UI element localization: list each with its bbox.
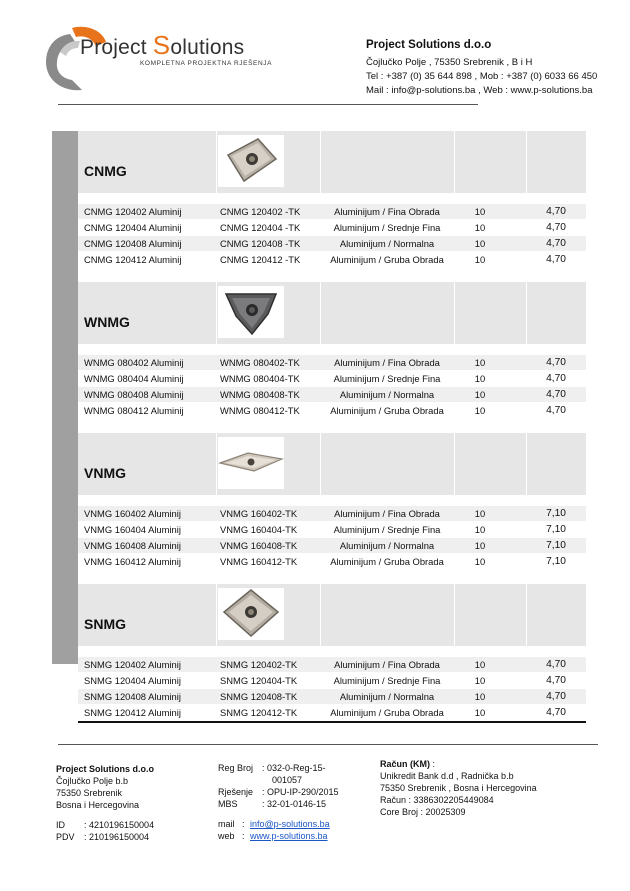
footer-mbs-value: : 32-01-0146-15 (262, 799, 327, 809)
footer-core-broj: Core Broj : 20025309 (380, 807, 466, 817)
footer-city: 75350 Srebrenik (56, 788, 123, 798)
price-table (78, 131, 586, 723)
footer-company-block (56, 763, 154, 843)
header-address: Čojlučko Polje , 75350 Srebrenik , B i H (366, 57, 533, 68)
table-bottom-rule (78, 721, 586, 723)
footer-racun: Račun : 3386302205449084 (380, 795, 494, 805)
section-title-wnmg: WNMG (84, 314, 130, 330)
footer-pdv-value: : 210196150004 (84, 832, 150, 842)
table-row: VNMG 160402 Aluminij VNMG 160402-TK Aluminijum / Fina Obrada 10 7,10 (78, 506, 586, 522)
header-divider (58, 104, 478, 105)
logo-tagline: KOMPLETNA PROJEKTNA RJEŠENJA (140, 60, 273, 67)
section-header-cnmg (78, 131, 586, 194)
cnmg-insert-icon (218, 135, 284, 187)
footer-bank-name: Unikredit Bank d.d , Radnička b.b (380, 771, 514, 781)
footer-rjesenje-value: : OPU-IP-290/2015 (262, 787, 339, 797)
table-row: CNMG 120412 Aluminij CNMG 120412 -TK Aluminijum / Gruba Obrada 10 4,70 (78, 252, 586, 268)
table-row: SNMG 120402 Aluminij SNMG 120402-TK Aluminijum / Fina Obrada 10 4,70 (78, 657, 586, 673)
table-row: WNMG 080404 Aluminij WNMG 080404-TK Aluminijum / Srednje Fina 10 4,70 (78, 371, 586, 387)
footer-bank-title: Račun (KM) (380, 759, 430, 769)
footer-divider (58, 744, 598, 745)
footer-reg-label: Reg Broj (218, 763, 254, 773)
footer-country: Bosna i Hercegovina (56, 800, 140, 810)
wnmg-insert-icon (218, 286, 284, 338)
logo-word2-rest: olutions (170, 36, 245, 59)
table-row: WNMG 080408 Aluminij WNMG 080408-TK Aluminijum / Normalna 10 4,70 (78, 387, 586, 403)
table-row: CNMG 120402 Aluminij CNMG 120402 -TK Aluminijum / Fina Obrada 10 4,70 (78, 204, 586, 220)
footer-id-label: ID (56, 820, 65, 830)
footer-mail-link[interactable]: info@p-solutions.ba (250, 819, 330, 829)
header-phones: Tel : +387 (0) 35 644 898 , Mob : +387 (0) 6033 66 450 (366, 71, 598, 82)
table-row: SNMG 120408 Aluminij SNMG 120408-TK Aluminijum / Normalna 10 4,70 (78, 689, 586, 705)
footer-company-name: Project Solutions d.o.o (56, 764, 155, 774)
table-row: CNMG 120404 Aluminij CNMG 120404 -TK Aluminijum / Srednje Fina 10 4,70 (78, 220, 586, 236)
footer-mail-label: mail (218, 819, 235, 829)
section-title-cnmg: CNMG (84, 163, 127, 179)
footer-id-value: : 4210196150004 (84, 820, 155, 830)
table-row: SNMG 120404 Aluminij SNMG 120404-TK Aluminijum / Srednje Fina 10 4,70 (78, 673, 586, 689)
section-header-wnmg (78, 282, 586, 345)
table-row: CNMG 120408 Aluminij CNMG 120408 -TK Aluminijum / Normalna 10 4,70 (78, 236, 586, 252)
footer-bank-block: Račun (KM) : Unikredit Bank d.d , Radnička b.b 75350 Srebrenik , Bosna i Hercegovina Račun : 3386302205449084 Core Broj : 20025309 (380, 759, 537, 817)
logo-word2-initial: S (152, 30, 171, 60)
footer-mbs-label: MBS (218, 799, 238, 809)
footer-bank-city: 75350 Srebrenik , Bosna i Hercegovina (380, 783, 537, 793)
footer-reg-value2: 001057 (272, 775, 303, 785)
table-row: WNMG 080402 Aluminij WNMG 080402-TK Aluminijum / Fina Obrada 10 4,70 (78, 355, 586, 371)
logo-wordmark (80, 30, 244, 61)
section-title-snmg: SNMG (84, 616, 126, 632)
logo-word1: Project (80, 36, 153, 59)
table-row: SNMG 120412 Aluminij SNMG 120412-TK Aluminijum / Gruba Obrada 10 4,70 (78, 705, 586, 721)
table-row: VNMG 160404 Aluminij VNMG 160404-TK Aluminijum / Srednje Fina 10 7,10 (78, 522, 586, 538)
header-mail-web: Mail : info@p-solutions.ba , Web : www.p-solutions.ba (366, 85, 593, 96)
header-contact-block (366, 38, 597, 98)
section-title-vnmg: VNMG (84, 465, 126, 481)
footer-reg-value: : 032-0-Reg-15- (262, 763, 326, 773)
table-row: VNMG 160408 Aluminij VNMG 160408-TK Aluminijum / Normalna 10 7,10 (78, 538, 586, 554)
section-header-snmg (78, 584, 586, 647)
footer-pdv-label: PDV (56, 832, 75, 842)
section-header-vnmg (78, 433, 586, 496)
snmg-insert-icon (218, 588, 284, 640)
footer-street: Čojlučko Polje b.b (56, 776, 129, 786)
footer-registration-block: Reg Broj : 032-0-Reg-15- 001057 Rješenje : OPU-IP-290/2015 MBS : 32-01-0146-15 mail : info@p-solutions.ba web : www.p-solutions.ba (218, 763, 339, 841)
table-row: WNMG 080412 Aluminij WNMG 080412-TK Aluminijum / Gruba Obrada 10 4,70 (78, 403, 586, 419)
footer-web-link[interactable]: www.p-solutions.ba (250, 831, 328, 841)
vnmg-insert-icon (218, 437, 284, 489)
table-row: VNMG 160412 Aluminij VNMG 160412-TK Aluminijum / Gruba Obrada 10 7,10 (78, 554, 586, 570)
header-company-name: Project Solutions d.o.o (366, 39, 492, 51)
footer-rjesenje-label: Rješenje (218, 787, 254, 797)
footer-web-label: web (218, 831, 235, 841)
table-left-bar (52, 131, 78, 664)
